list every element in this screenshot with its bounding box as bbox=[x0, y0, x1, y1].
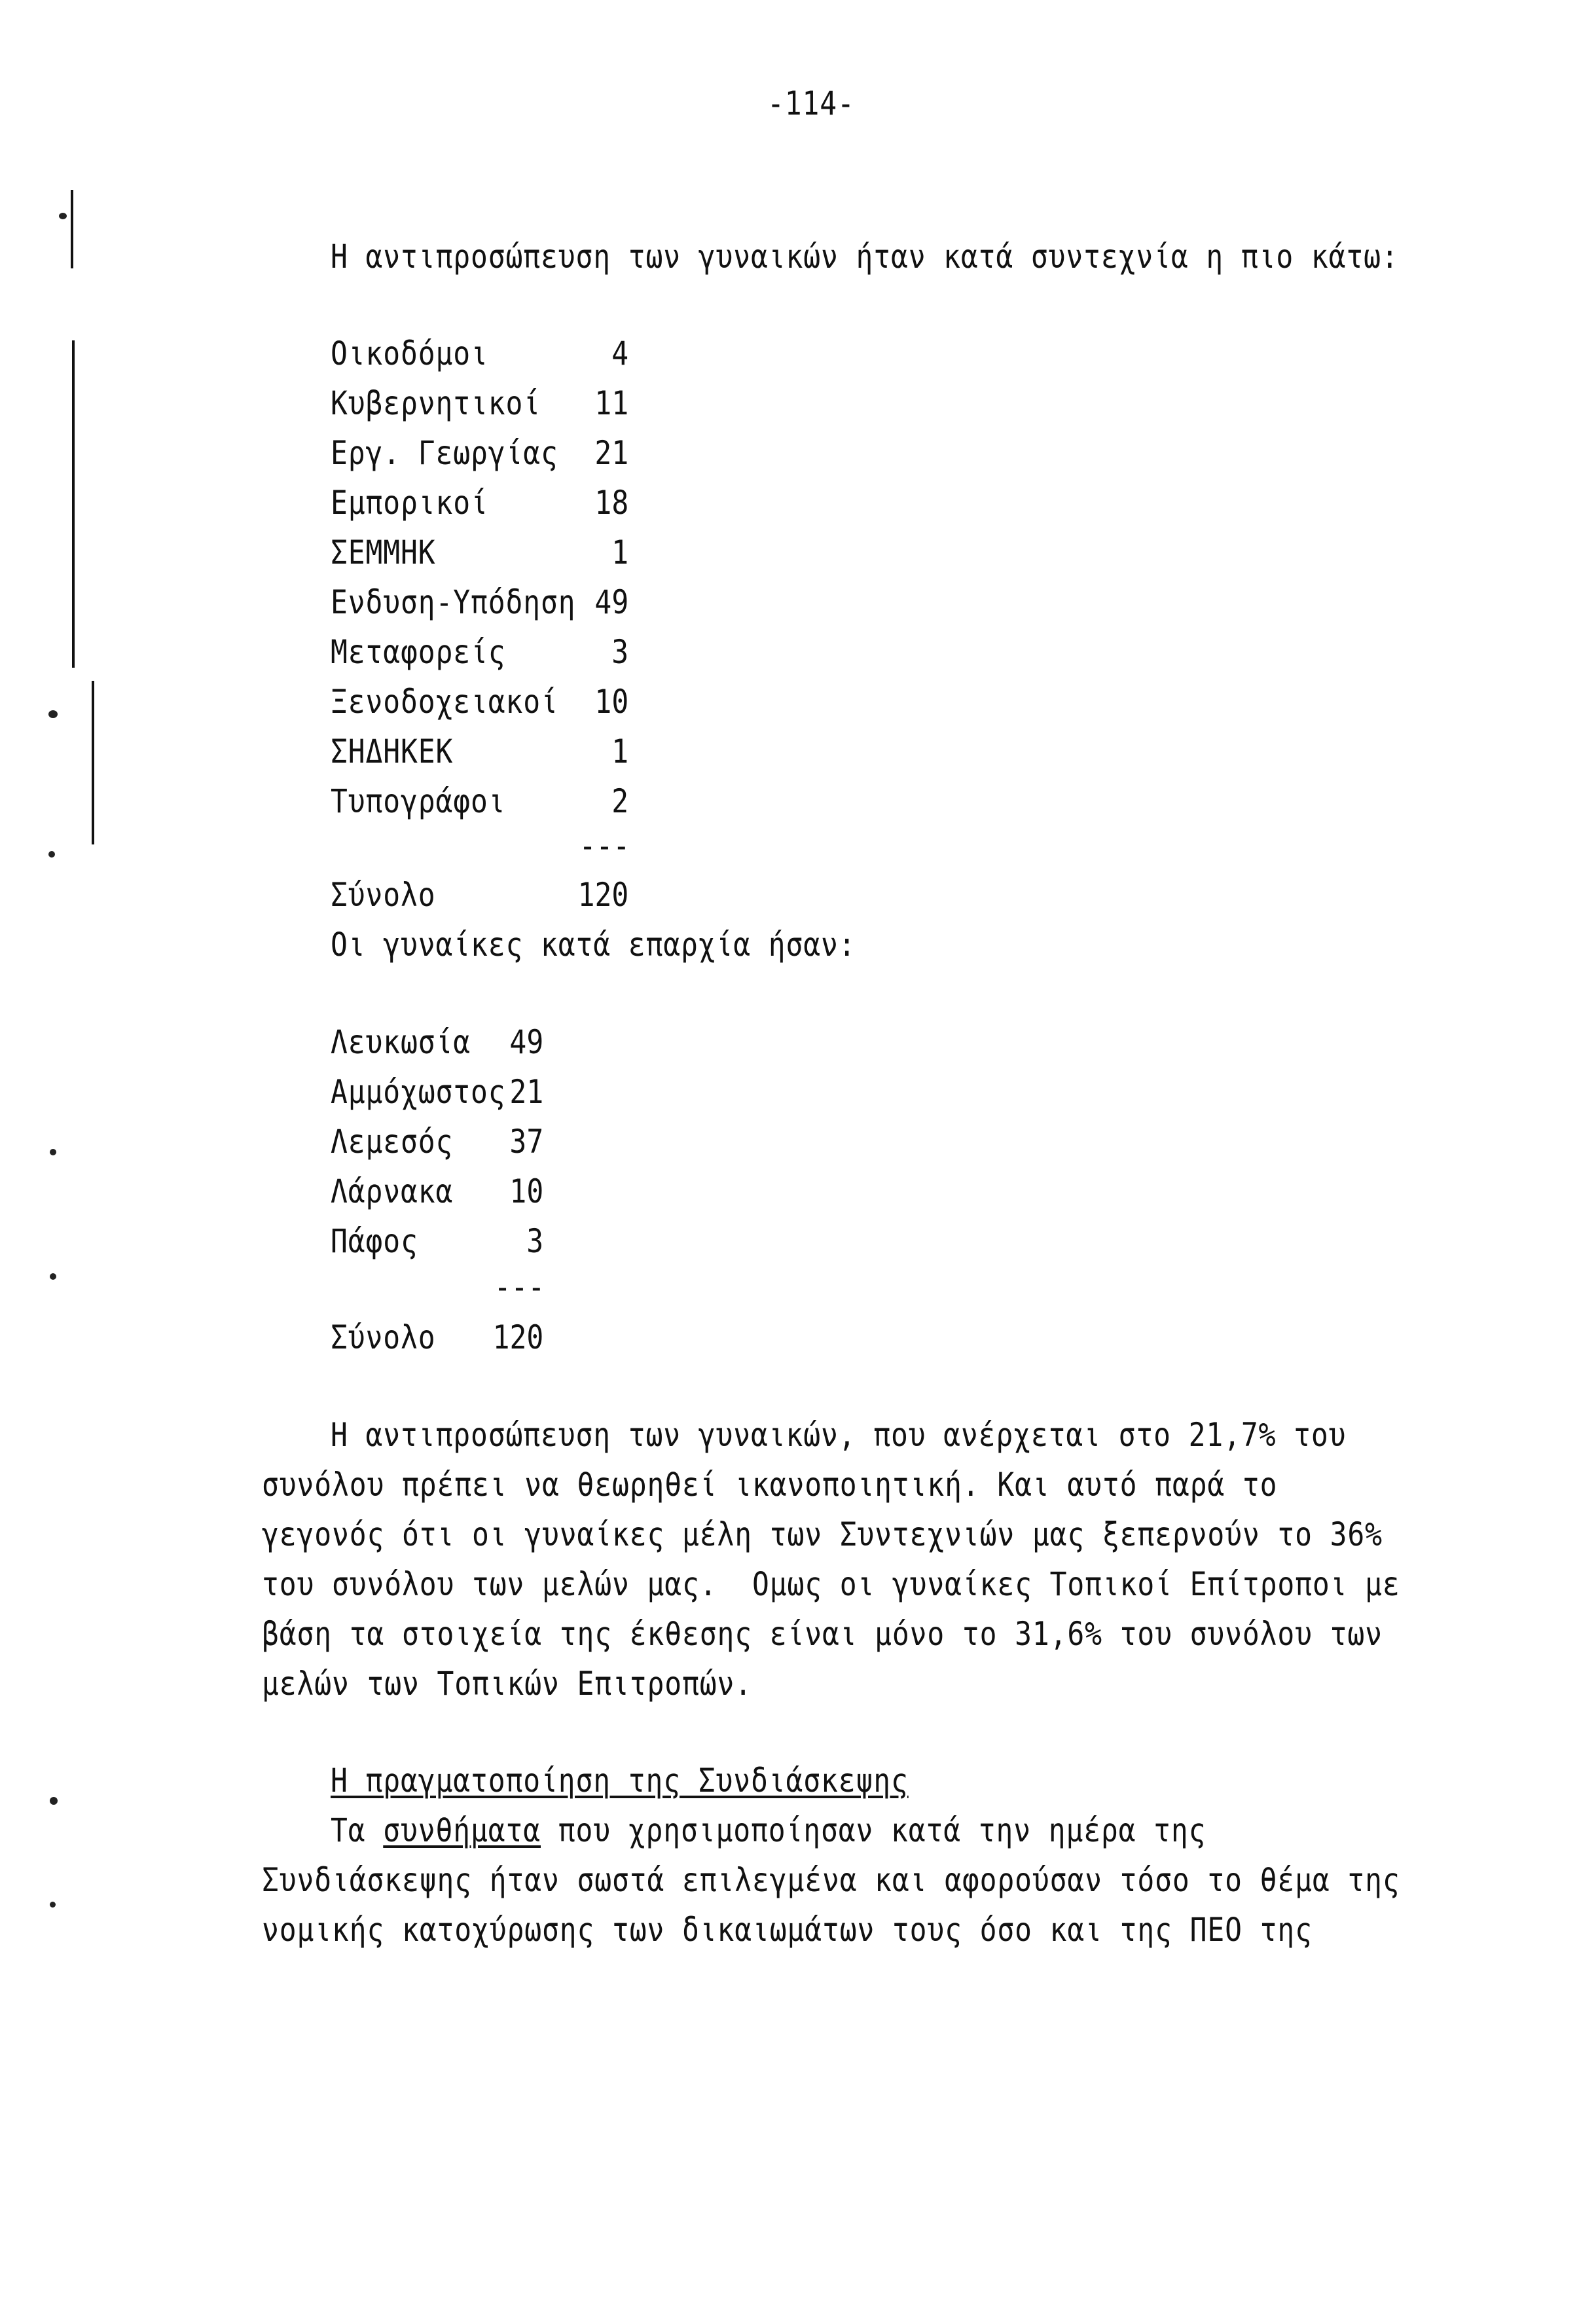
page-number: -114- bbox=[767, 84, 855, 122]
unions-total-value: 120 bbox=[577, 876, 628, 914]
paragraph-line: συνόλου πρέπει να θεωρηθεί ικανοποιητική. Και αυτό παρά το bbox=[262, 1466, 1278, 1504]
districts-separator: --- bbox=[494, 1268, 545, 1306]
union-name: ΣΗΔΗΚΕΚ bbox=[331, 733, 454, 770]
district-name: Λάρνακα bbox=[331, 1172, 454, 1210]
district-name: Λεμεσός bbox=[331, 1123, 454, 1161]
district-count: 21 bbox=[509, 1073, 543, 1111]
paragraph-line: βάση τα στοιχεία της έκθεσης είναι μόνο το 31,6% του συνόλου των bbox=[262, 1615, 1383, 1653]
margin-speck bbox=[48, 710, 58, 718]
closing-line: Συνδιάσκεψης ήταν σωστά επιλεγμένα και αφορούσαν τόσο το θέμα της bbox=[262, 1861, 1400, 1899]
unions-separator: --- bbox=[579, 827, 630, 865]
closing-line-start: Τα bbox=[331, 1811, 384, 1849]
union-name: Οικοδόμοι bbox=[331, 335, 488, 372]
closing-line bbox=[331, 1811, 1206, 1850]
margin-speck bbox=[59, 213, 67, 219]
district-name: Αμμόχωστος bbox=[331, 1073, 506, 1111]
district-count: 3 bbox=[526, 1222, 543, 1260]
districts-total-label: Σύνολο bbox=[331, 1318, 436, 1356]
district-name: Λευκωσία bbox=[331, 1023, 471, 1061]
union-count: 21 bbox=[594, 434, 628, 472]
union-count: 1 bbox=[611, 534, 628, 571]
margin-speck bbox=[50, 1273, 56, 1280]
union-count: 3 bbox=[611, 633, 628, 671]
union-name: Ξενοδοχειακοί bbox=[331, 683, 558, 721]
margin-binding-line bbox=[92, 681, 94, 844]
paragraph-line: γεγονός ότι οι γυναίκες μέλη των Συντεχνιών μας ξεπερνούν το 36% bbox=[262, 1515, 1383, 1553]
district-count: 49 bbox=[509, 1023, 543, 1061]
paragraph-line: μελών των Τοπικών Επιτροπών. bbox=[262, 1665, 752, 1703]
district-name: Πάφος bbox=[331, 1222, 418, 1260]
union-count: 11 bbox=[594, 384, 628, 422]
union-name: Εργ. Γεωργίας bbox=[331, 434, 558, 472]
unions-intro: Η αντιπροσώπευση των γυναικών ήταν κατά συντεχνία η πιο κάτω: bbox=[331, 238, 1399, 276]
union-name: Ενδυση-Υπόδηση bbox=[331, 583, 576, 621]
closing-line-end: που χρησιμοποίησαν κατά την ημέρα της bbox=[540, 1811, 1206, 1849]
district-count: 37 bbox=[509, 1123, 543, 1161]
union-name: Τυπογράφοι bbox=[331, 782, 506, 820]
union-name: Εμπορικοί bbox=[331, 484, 488, 522]
districts-total-value: 120 bbox=[492, 1318, 543, 1356]
margin-speck bbox=[50, 1797, 58, 1805]
union-name: Κυβερνητικοί bbox=[331, 384, 541, 422]
unions-total-label: Σύνολο bbox=[331, 876, 436, 914]
margin-binding-line bbox=[71, 190, 73, 268]
margin-speck bbox=[50, 1149, 56, 1155]
district-count: 10 bbox=[509, 1172, 543, 1210]
union-count: 49 bbox=[594, 583, 628, 621]
slogans-underlined: συνθήματα bbox=[383, 1811, 541, 1849]
districts-intro: Οι γυναίκες κατά επαρχία ήσαν: bbox=[331, 926, 856, 964]
union-count: 2 bbox=[611, 782, 628, 820]
paragraph-line: του συνόλου των μελών μας. Ομως οι γυναίκες Τοπικοί Επίτροποι με bbox=[262, 1565, 1400, 1603]
paragraph-line: Η αντιπροσώπευση των γυναικών, που ανέρχεται στο 21,7% του bbox=[331, 1416, 1347, 1454]
union-count: 18 bbox=[594, 484, 628, 522]
margin-speck bbox=[50, 1902, 56, 1908]
union-count: 10 bbox=[594, 683, 628, 721]
closing-line: νομικής κατοχύρωσης των δικαιωμάτων τους όσο και της ΠΕΟ της bbox=[262, 1911, 1313, 1949]
union-count: 1 bbox=[611, 733, 628, 770]
margin-speck bbox=[48, 851, 55, 858]
union-name: Μεταφορείς bbox=[331, 633, 506, 671]
margin-binding-line bbox=[72, 340, 75, 668]
union-count: 4 bbox=[611, 335, 628, 372]
section-heading: Η πραγματοποίηση της Συνδιάσκεψης bbox=[331, 1762, 909, 1800]
union-name: ΣΕΜΜΗΚ bbox=[331, 534, 436, 571]
